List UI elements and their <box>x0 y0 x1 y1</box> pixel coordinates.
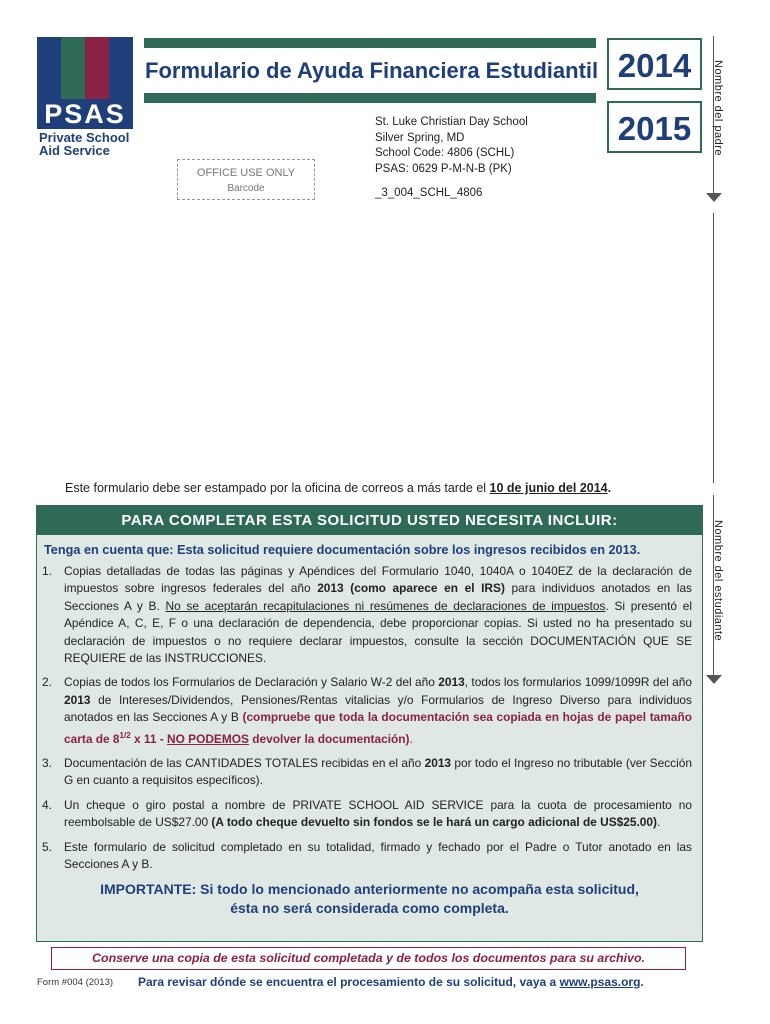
list-item: 4. Un cheque o giro postal a nombre de PRIVATE SCHOOL AID SERVICE para la cuota de procesamiento no reembolsable de US$27.00 (A todo cheque devuelto sin fondos se le hará un cargo adicional de US$25.00). <box>42 797 692 830</box>
requirements-panel <box>36 505 703 942</box>
title-bottom-bar <box>144 93 596 103</box>
panel-note: Tenga en cuenta que: Esta solicitud requiere documentación sobre los ingresos recibidos en 2013. <box>44 543 641 557</box>
student-arrow-icon <box>706 675 722 684</box>
office-use-box <box>177 159 315 200</box>
parent-name-label: Nombre del padre <box>712 60 724 157</box>
panel-heading: PARA COMPLETAR ESTA SOLICITUD USTED NECESITA INCLUIR: <box>37 506 702 535</box>
title-top-bar <box>144 38 596 48</box>
list-item: 3. Documentación de las CANTIDADES TOTALES recibidas en el año 2013 por todo el Ingreso no tributable (ver Sección G en cuanto a requisitos específicos). <box>42 756 692 788</box>
logo-mark: PSAS <box>37 99 133 129</box>
year-2015: 2015 <box>607 101 702 153</box>
school-name: St. Luke Christian Day School <box>375 116 528 128</box>
office-use-label: OFFICE USE ONLY <box>196 167 296 179</box>
year-2014: 2014 <box>607 38 702 90</box>
school-code: School Code: 4806 (SCHL) <box>375 147 515 159</box>
important-notice: IMPORTANTE: Si todo lo mencionado anteriormente no acompaña esta solicitud, ésta no será considerada como completa. <box>100 881 639 917</box>
form-code: _3_004_SCHL_4806 <box>375 187 483 199</box>
psas-logo <box>37 37 133 157</box>
requirements-list <box>37 563 702 873</box>
form-number: Form #004 (2013) <box>37 977 114 988</box>
psas-link[interactable]: www.psas.org <box>559 975 641 989</box>
keep-copy-notice: Conserve una copia de esta solicitud completada y de todos los documentos para su archivo. <box>51 947 686 970</box>
deadline-notice: Este formulario debe ser estampado por la oficina de correos a más tarde el 10 de junio del 2014. <box>65 481 612 495</box>
list-item: 2. Copias de todos los Formularios de Declaración y Salario W-2 del año 2013, todos los formularios 1099/1099R del año 2013 de Intereses/Dividendos, Pensiones/Rentas vitalicias y/o Formularios de Ingreso Diverso para individuos anotados en las Secciones A y B (compruebe que toda la documentación sea copiada en hojas de papel tamaño carta de $8^{1/2}$ x 11 - NO PODEMOS devolver la documentación). <box>42 675 692 746</box>
logo-line2: Aid Service <box>39 143 110 158</box>
logo-line1: Private School <box>39 130 130 145</box>
logo-stripes <box>37 37 133 99</box>
school-info <box>375 115 528 177</box>
school-city: Silver Spring, MD <box>375 131 465 144</box>
psas-code: PSAS: 0629 P-M-N-B (PK) <box>375 162 512 175</box>
deadline-date: 10 de junio del 2014 <box>489 481 608 495</box>
barcode-label: Barcode <box>227 183 265 194</box>
list-item: 1. Copias detalladas de todas las páginas y Apéndices del Formulario 1040, 1040A o 1040EZ de la declaración de impuestos sobre ingresos federales del año 2013 (como aparece en el IRS) para individuos anotados en las Secciones A y B. No se aceptarán recapitulaciones ni resúmenes de declaraciones de impuestos. Si presentó el Apéndice A, C, E, F o una declaración de dependencia, debe proporcionar copias. Si usted no ha presentado su declaración de impuestos o no requiere declarar impuestos, consulte la sección DOCUMENTACIÓN QUE SE REQUIERE de las INSTRUCCIONES. <box>42 564 692 666</box>
form-title: Formulario de Ayuda Financiera Estudiantil <box>145 58 599 83</box>
footer-text: Para revisar dónde se encuentra el procesamiento de su solicitud, vaya a www.psas.org. <box>138 975 644 989</box>
parent-arrow-icon <box>706 193 722 202</box>
student-name-label: Nombre del estudiante <box>712 520 724 642</box>
list-item: 5. Este formulario de solicitud completado en su totalidad, firmado y fechado por el Padre o Tutor anotado en las Secciones A y B. <box>42 839 692 872</box>
divider-line <box>713 213 714 483</box>
